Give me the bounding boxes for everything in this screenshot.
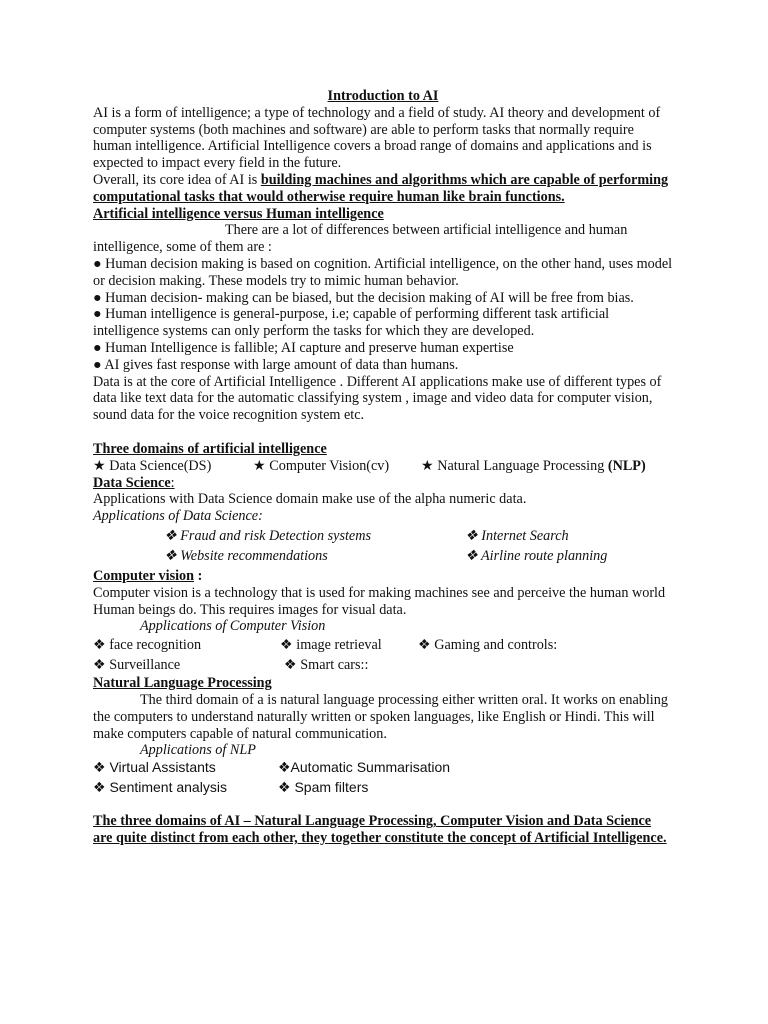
domain-item-nlp <box>421 458 646 475</box>
ds-text: Applications with Data Science domain make use of the alpha numeric data. <box>93 491 527 508</box>
cv-apps-label: Applications of Computer Vision <box>140 618 326 635</box>
ds-heading-colon: : <box>170 474 175 491</box>
nlp-app-item: ❖ Spam filters <box>278 779 369 796</box>
domain-item-nlp-label: ★ Natural Language Processing <box>421 457 605 474</box>
domains-heading: Three domains of artificial intelligence <box>93 440 327 457</box>
data-paragraph-continued: sound data for the voice recognition system etc. <box>93 407 365 424</box>
cv-text: Computer vision is a technology that is used for making machines see and perceive the human world Human beings do. This requires images for visual data. <box>93 584 666 618</box>
domain-item-nlp-abbr: (NLP) <box>607 457 646 474</box>
nlp-app-item: ❖Automatic Summarisation <box>278 759 451 776</box>
nlp-apps-row <box>93 759 673 779</box>
data-paragraph: Data is at the core of Artificial Intelligence . Different AI applications make use of different types of data like text data for the automatic classifying system , image and video data for computer vision, <box>93 373 662 407</box>
cv-app-item: ❖ Gaming and controls: <box>418 637 558 654</box>
cv-heading: Computer vision <box>93 567 195 584</box>
ds-apps-label: Applications of Data Science: <box>93 508 263 525</box>
versus-heading: Artificial intelligence versus Human intelligence <box>93 205 384 222</box>
cv-apps-row <box>93 657 673 675</box>
difference-item: ● AI gives fast response with large amount of data than humans. <box>93 356 459 373</box>
nlp-text: The third domain of a is natural language processing either written oral. It works on enabling the computers to understand naturally written or spoken languages, like English or Hindi. This will make computers capable of natural communication. <box>93 691 668 742</box>
conclusion-text: The three domains of AI – Natural Language Processing, Computer Vision and Data Science are quite distinct from each other, they together constitute the concept of Artificial Intelligence. <box>93 813 667 846</box>
core-idea-paragraph <box>93 172 673 206</box>
ds-app-item: ❖ Airline route planning <box>465 547 608 564</box>
core-idea-definition: building machines and algorithms which are capable of performing computational tasks that would otherwise require human like brain functions. <box>93 171 669 205</box>
nlp-app-item: ❖ Virtual Assistants <box>93 759 216 776</box>
ds-heading-line <box>93 475 673 492</box>
cv-heading-line <box>93 568 673 585</box>
difference-item: ● Human Intelligence is fallible; AI capture and preserve human expertise <box>93 339 514 356</box>
spacer <box>93 424 673 441</box>
spacer <box>93 799 673 813</box>
document-body <box>93 88 673 847</box>
cv-app-item: ❖ image retrieval <box>280 637 382 654</box>
title-line <box>93 88 673 105</box>
cv-app-item: ❖ Smart cars:: <box>284 657 369 674</box>
versus-heading-line <box>93 206 673 223</box>
ds-apps-row <box>93 528 673 548</box>
core-idea-prefix: Overall, its core idea of AI is <box>93 171 261 188</box>
page-title: Introduction to AI <box>327 88 439 104</box>
ds-app-item: ❖ Website recommendations <box>164 547 328 564</box>
ds-app-item: ❖ Internet Search <box>465 527 569 544</box>
difference-item: ● Human decision- making can be biased, but the decision making of AI will be free from bias. <box>93 289 634 306</box>
ds-heading: Data Science <box>93 474 171 491</box>
cv-heading-colon: : <box>194 567 203 584</box>
cv-app-item: ❖ Surveillance <box>93 657 181 674</box>
conclusion-paragraph <box>93 813 673 847</box>
nlp-app-item: ❖ Sentiment analysis <box>93 779 227 796</box>
ds-apps-row <box>93 548 673 568</box>
domain-item-data-science: ★ Data Science(DS) <box>93 457 212 474</box>
ds-app-item: ❖ Fraud and risk Detection systems <box>164 527 371 544</box>
difference-item: ● Human decision making is based on cognition. Artificial intelligence, on the other hand, uses model or decision making. These models try to mimic human behavior. <box>93 255 673 289</box>
intro-paragraph: AI is a form of intelligence; a type of technology and a field of study. AI theory and development of computer systems (both machines and software) are able to perform tasks that normally require human intelligence. Artificial Intelligence covers a broad range of domains and applications and is expected to impact every field in the future. <box>93 104 661 172</box>
cv-app-item: ❖ face recognition <box>93 637 202 654</box>
domain-item-computer-vision: ★ Computer Vision(cv) <box>253 457 390 474</box>
cv-apps-row <box>93 637 673 657</box>
nlp-apps-row <box>93 779 673 799</box>
domains-list <box>93 458 673 475</box>
nlp-heading-line <box>93 675 673 692</box>
difference-item: ● Human intelligence is general-purpose, i.e; capable of performing different task artificial intelligence systems can only perform the tasks for which they are developed. <box>93 306 610 340</box>
nlp-heading: Natural Language Processing <box>93 675 272 692</box>
domains-heading-line <box>93 441 673 458</box>
nlp-apps-label: Applications of NLP <box>140 742 256 759</box>
versus-intro: There are a lot of differences between artificial intelligence and human intelligence, some of them are : <box>93 222 628 256</box>
